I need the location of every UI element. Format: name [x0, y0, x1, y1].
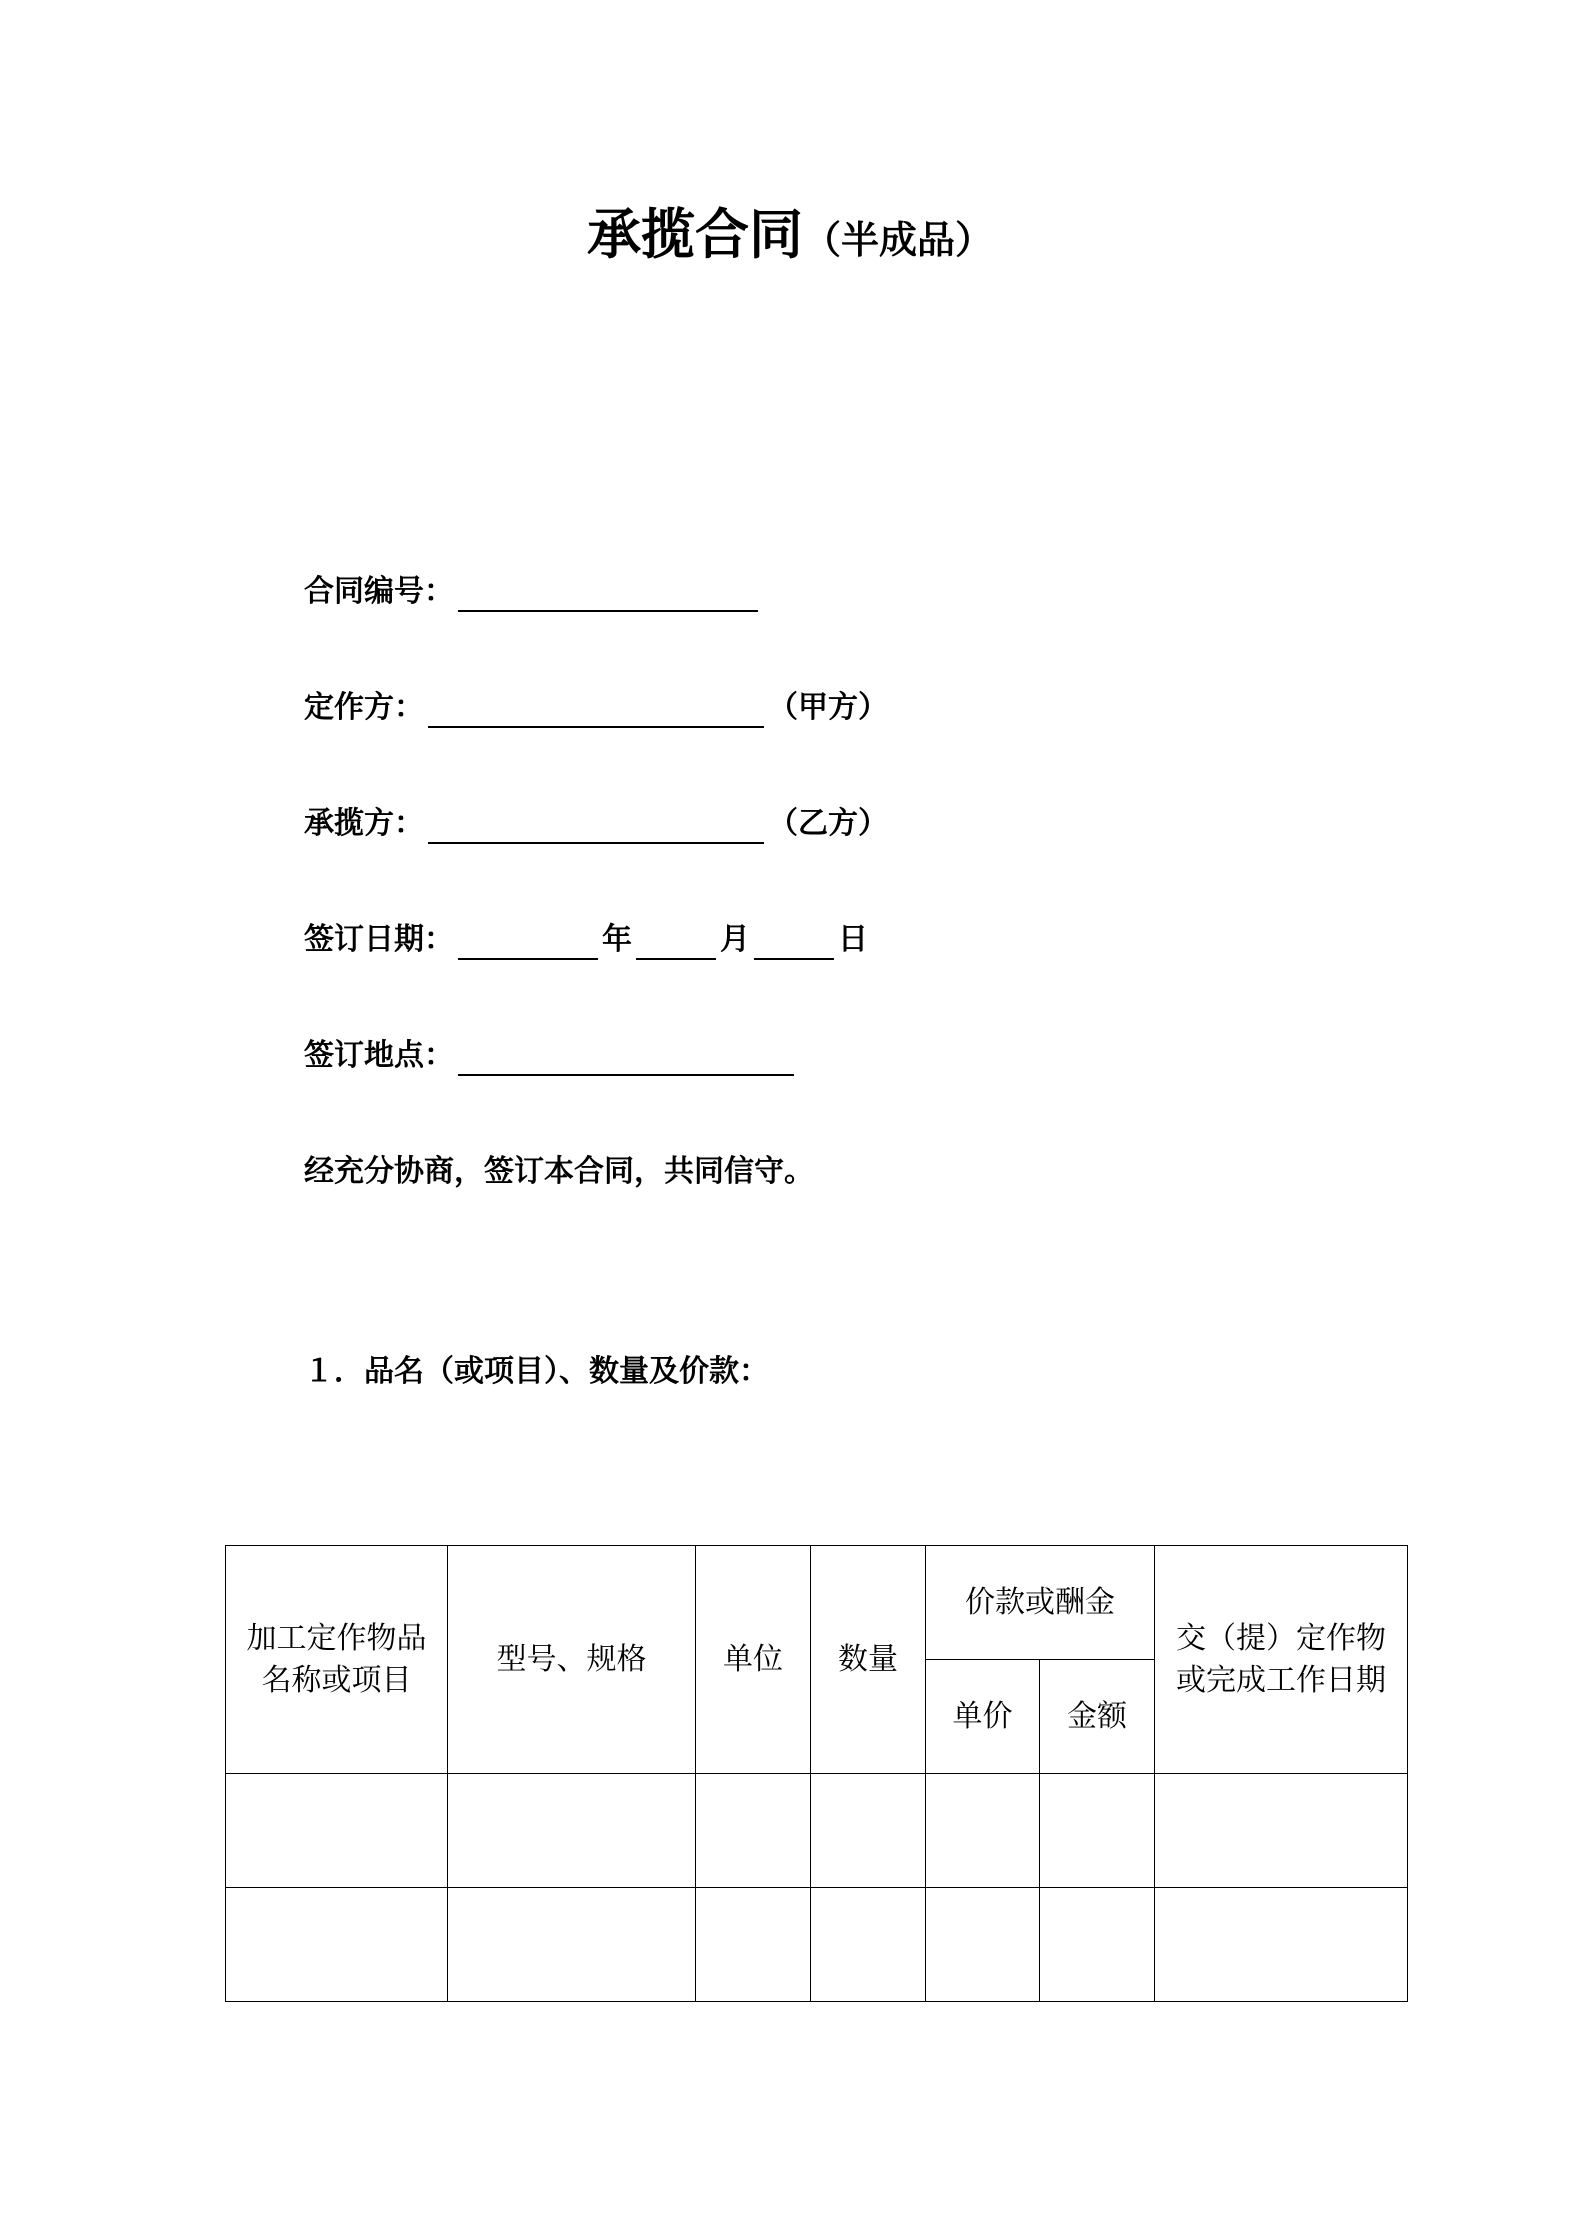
sign-date-label: 签订日期：	[304, 922, 454, 957]
party-a-label: 定作方：	[304, 690, 424, 725]
header-unit-price: 单价	[926, 1660, 1040, 1774]
table-cell[interactable]	[811, 1774, 926, 1888]
table-cell[interactable]	[226, 1888, 448, 2002]
table-cell[interactable]	[226, 1774, 448, 1888]
header-quantity: 数量	[811, 1546, 926, 1774]
sign-year-blank[interactable]	[458, 924, 598, 960]
intro-statement: 经充分协商，签订本合同，共同信守。	[304, 1154, 814, 1189]
party-a-blank[interactable]	[428, 692, 764, 728]
header-model-spec: 型号、规格	[448, 1546, 696, 1774]
table-cell[interactable]	[696, 1774, 811, 1888]
header-delivery-date: 交（提）定作物或完成工作日期	[1155, 1546, 1408, 1774]
header-amount: 金额	[1040, 1660, 1155, 1774]
table-cell[interactable]	[448, 1888, 696, 2002]
table-header-row	[226, 1546, 1408, 1660]
table-cell[interactable]	[811, 1888, 926, 2002]
contract-number-blank[interactable]	[458, 576, 758, 612]
party-b-label: 承揽方：	[304, 806, 424, 841]
table-row	[226, 1888, 1408, 2002]
table-cell[interactable]	[1040, 1774, 1155, 1888]
header-unit: 单位	[696, 1546, 811, 1774]
title-main: 承揽合同	[586, 203, 803, 266]
items-table	[225, 1545, 1408, 2002]
section-1-heading: １．品名（或项目）、数量及价款：	[304, 1354, 769, 1389]
table-row	[226, 1774, 1408, 1888]
table-cell[interactable]	[1155, 1774, 1408, 1888]
table-cell[interactable]	[926, 1774, 1040, 1888]
contract-number-label: 合同编号：	[304, 574, 454, 609]
party-b-suffix: （乙方）	[768, 806, 888, 841]
party-a-suffix: （甲方）	[768, 690, 888, 725]
table-cell[interactable]	[448, 1774, 696, 1888]
sign-day-blank[interactable]	[754, 924, 834, 960]
sign-date-row	[304, 920, 868, 960]
sign-month-blank[interactable]	[636, 924, 716, 960]
table-cell[interactable]	[1155, 1888, 1408, 2002]
contract-number-row	[304, 572, 762, 612]
table-cell[interactable]	[1040, 1888, 1155, 2002]
header-item-name: 加工定作物品名称或项目	[226, 1546, 448, 1774]
title-subtitle: （半成品）	[802, 218, 993, 262]
month-label: 月	[720, 922, 750, 957]
day-label: 日	[838, 922, 868, 957]
sign-place-blank[interactable]	[458, 1040, 794, 1076]
table-cell[interactable]	[926, 1888, 1040, 2002]
party-b-row	[304, 804, 888, 844]
party-b-blank[interactable]	[428, 808, 764, 844]
header-price-group: 价款或酬金	[926, 1546, 1155, 1660]
sign-place-row	[304, 1036, 798, 1076]
document-title	[0, 200, 1580, 275]
year-label: 年	[602, 922, 632, 957]
table-cell[interactable]	[696, 1888, 811, 2002]
sign-place-label: 签订地点：	[304, 1038, 454, 1073]
party-a-row	[304, 688, 888, 728]
